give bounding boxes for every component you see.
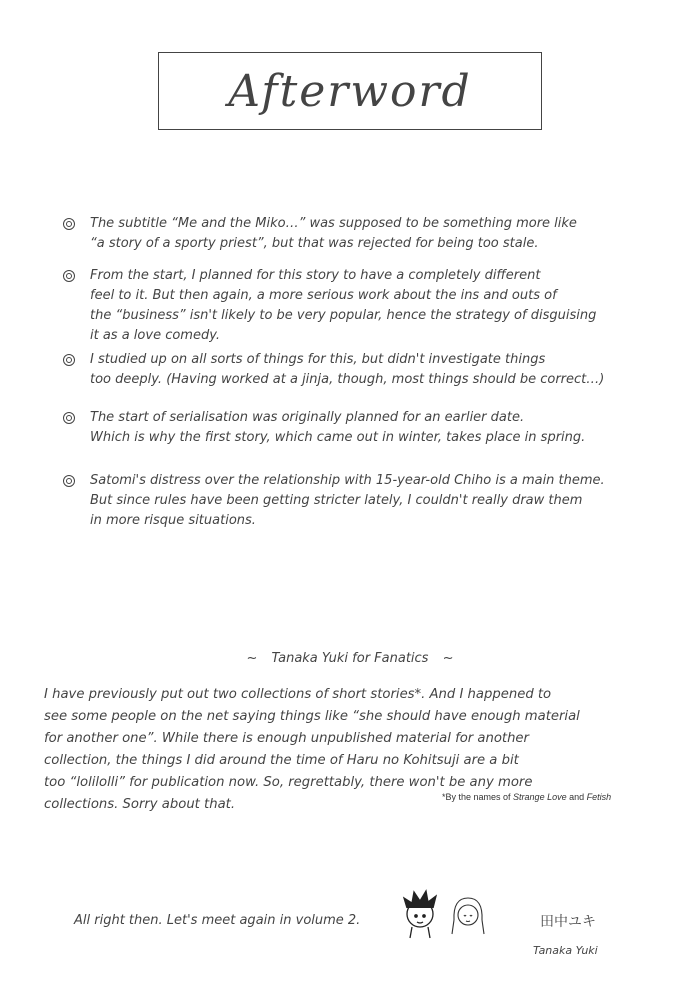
tilde-left: ~ <box>246 651 258 666</box>
paragraph-line: see some people on the net saying things like “she should have enough material <box>44 709 580 724</box>
note-line: From the start, I planned for this story to have a completely different <box>90 268 541 283</box>
title-box <box>158 52 542 130</box>
note-line: The subtitle “Me and the Miko…” was supposed to be something more like <box>90 216 577 231</box>
note-item <box>62 266 637 346</box>
spiral-bullet-icon <box>62 269 76 283</box>
note-line: The start of serialisation was originally planned for an earlier date. <box>90 410 525 425</box>
section-heading-text: Tanaka Yuki for Fanatics <box>271 651 429 666</box>
note-line: in more risque situations. <box>90 513 256 528</box>
spiral-bullet-icon <box>62 474 76 488</box>
spiral-bullet-icon <box>62 411 76 425</box>
footnote-title-1: Strange Love <box>513 792 567 802</box>
note-line: “a story of a sporty priest”, but that was rejected for being too stale. <box>90 236 539 251</box>
paragraph-line: collections. Sorry about that. <box>44 797 236 812</box>
note-line: I studied up on all sorts of things for this, but didn't investigate things <box>90 352 546 367</box>
paragraph-line: too “lolilolli” for publication now. So, regrettably, there won't be any more <box>44 775 533 790</box>
paragraph-line: I have previously put out two collections of short stories*. And I happened to <box>44 687 552 702</box>
spiral-bullet-icon <box>62 217 76 231</box>
footnote-prefix: *By the names of <box>442 792 514 802</box>
closing-line: All right then. Let's meet again in volume 2. <box>74 913 361 928</box>
footnote-and: and <box>566 792 587 802</box>
tilde-right: ~ <box>442 651 454 666</box>
note-item <box>62 408 637 448</box>
note-item <box>62 350 637 390</box>
signature-japanese: 田中ユキ <box>540 914 596 930</box>
author-doodle-icon <box>398 884 498 944</box>
page-title: Afterword <box>228 65 472 117</box>
signature-name: Tanaka Yuki <box>533 944 598 957</box>
note-line: Which is why the first story, which came out in winter, takes place in spring. <box>90 430 586 445</box>
paragraph-line: collection, the things I did around the time of Haru no Kohitsuji are a bit <box>44 753 519 768</box>
note-line: feel to it. But then again, a more serious work about the ins and outs of <box>90 288 557 303</box>
footnote-title-2: Fetish <box>586 792 612 802</box>
note-line: the “business” isn't likely to be very popular, hence the strategy of disguising <box>90 308 597 323</box>
note-item <box>62 214 637 254</box>
footnote <box>442 792 611 802</box>
spiral-bullet-icon <box>62 353 76 367</box>
section-heading <box>0 651 700 666</box>
note-line: it as a love comedy. <box>90 328 221 343</box>
note-line: But since rules have been getting stricter lately, I couldn't really draw them <box>90 493 583 508</box>
paragraph-line: for another one”. While there is enough unpublished material for another <box>44 731 529 746</box>
note-item <box>62 471 637 531</box>
note-line: Satomi's distress over the relationship with 15-year-old Chiho is a main theme. <box>90 473 605 488</box>
note-line: too deeply. (Having worked at a jinja, though, most things should be correct…) <box>90 372 605 387</box>
